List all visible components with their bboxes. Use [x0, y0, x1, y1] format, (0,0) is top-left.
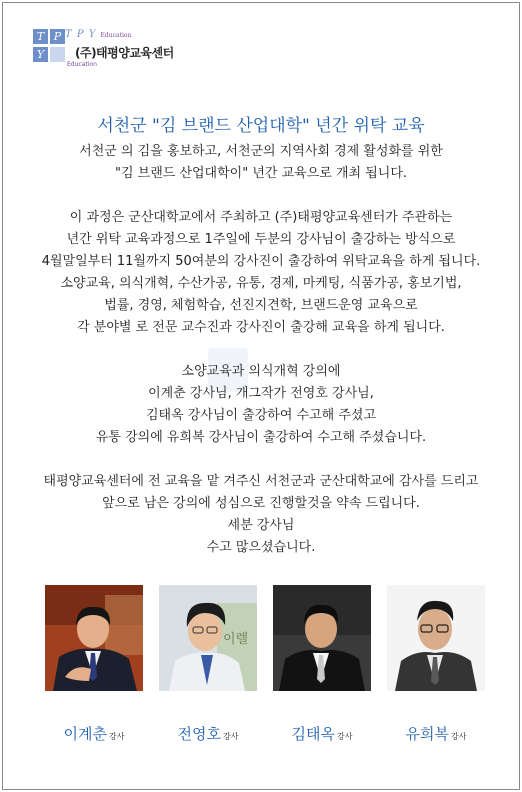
- text-line: 유통 강의에 유희복 강사님이 출강하여 수고해 주셨습니다.: [95, 430, 427, 445]
- instructor-caption-4: [371, 723, 501, 744]
- text-line: 소양교육과 의식개혁 강의에: [181, 364, 341, 379]
- instructor-name: 전영호: [177, 725, 221, 743]
- page-frame: [2, 2, 520, 790]
- instructor-caption-2: [143, 723, 273, 744]
- text-line: 김태옥 강사님이 출강하여 수고해 주셨고: [145, 408, 376, 423]
- text-line: 이계춘 강사님, 개그작가 전영호 강사님,: [148, 386, 374, 401]
- instructor-photo-3: [273, 585, 371, 691]
- text-line: 서천군 의 김을 홍보하고, 서천군의 지역사회 경제 활성화를 위한: [79, 144, 443, 159]
- logo-square-t: T: [33, 29, 48, 44]
- text-line: 수고 많으셨습니다.: [206, 540, 316, 555]
- text-line: 4월말일부터 11월까지 50여분의 강사진이 출강하여 위탁교육을 하게 됩니다.: [41, 254, 481, 269]
- text-line: 세분 강사님: [227, 518, 295, 533]
- instructor-photo-2: [159, 585, 257, 691]
- text-line: "김 브랜드 산업대학이" 년간 교육으로 개최 됩니다.: [114, 166, 408, 181]
- text-line: 태평양교육센터에 전 교육을 맡 겨주신 서천군과 군산대학교에 감사를 드리고: [43, 474, 479, 489]
- instructor-title: 강사: [337, 732, 353, 741]
- logo-tagline-top: T P Y Education: [65, 29, 132, 40]
- instructor-name: 김태옥: [291, 725, 335, 743]
- instructor-name: 유희복: [405, 725, 449, 743]
- logo-square-blank: [50, 47, 65, 62]
- photo-sign-text: 이렐: [223, 632, 249, 647]
- text-line: 이 과정은 군산대학교에서 주최하고 (주)태평양교육센터가 주관하는: [69, 210, 453, 225]
- instructor-caption-1: [29, 723, 159, 744]
- logo-company-name: (주)태평양교육센터: [75, 46, 174, 60]
- instructor-caption-3: [257, 723, 387, 744]
- text-line: 앞으로 남은 강의에 성심으로 진행할것을 약속 드립니다.: [102, 496, 420, 511]
- logo-square-p: P: [50, 29, 65, 44]
- logo-tagline-bottom: Education: [67, 61, 97, 68]
- instructor-title: 강사: [451, 732, 467, 741]
- text-line: 년간 위탁 교육과정으로 1주일에 두분의 강사님이 출강하는 방식으로: [66, 232, 456, 247]
- logo-square-y: Y: [33, 47, 48, 62]
- company-logo: [33, 23, 193, 75]
- article-body: [3, 141, 519, 559]
- instructor-name: 이계춘: [63, 725, 107, 743]
- instructor-photo-4: [387, 585, 485, 691]
- page-title: 서천군 "김 브랜드 산업대학" 년간 위탁 교육: [97, 116, 425, 136]
- instructor-photo-1: [45, 585, 143, 691]
- instructor-title: 강사: [109, 732, 125, 741]
- text-line: 법률, 경영, 체험학습, 선진지견학, 브랜드운영 교육으로: [104, 298, 418, 313]
- text-line: 소양교육, 의식개혁, 수산가공, 유통, 경제, 마케팅, 식품가공, 홍보기법,: [60, 276, 462, 291]
- instructor-photos: [3, 585, 519, 743]
- instructor-title: 강사: [223, 732, 239, 741]
- text-line: 각 분야별 로 전문 교수진과 강사진이 출강해 교육을 하게 됩니다.: [77, 320, 445, 335]
